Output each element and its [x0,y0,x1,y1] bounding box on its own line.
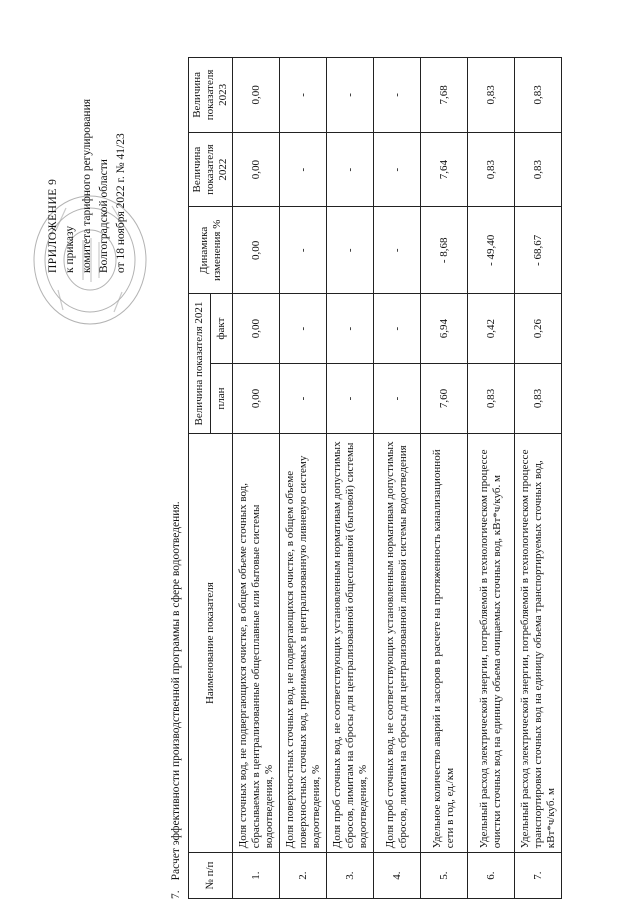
row-dynamics: - [280,207,327,294]
row-dynamics: 0,00 [233,207,280,294]
row-dynamics: - [327,207,374,294]
row-fact: - [327,294,374,364]
header-num: № п/п [189,853,233,899]
row-num: 3. [327,853,374,899]
row-fact: 6,94 [421,294,468,364]
row-2022: 0,83 [468,132,515,207]
table-header-row [189,58,211,899]
appendix-title: ПРИЛОЖЕНИЕ 9 [47,178,59,273]
row-name: Доля проб сточных вод, не соответствующих установленным нормативам допустимых сбросов, лимитам на сбросы для централизованной ливневой системы водоотведения [374,433,421,852]
row-2022: - [280,132,327,207]
row-dynamics: - 49,40 [468,207,515,294]
row-2022: - [327,132,374,207]
table-row [515,58,562,899]
order-date-line: от 18 ноября 2022 г. № 41/23 [115,133,127,273]
row-2023: 7,68 [421,58,468,133]
row-2023: - [374,58,421,133]
row-2023: 0,83 [515,58,562,133]
header-plan: план [211,364,233,434]
row-2023: - [327,58,374,133]
committee-line: комитета тарифного регулирования [81,98,93,273]
table-row [468,58,515,899]
appendix-header [45,13,130,273]
region-line: Волгоградской области [98,159,110,273]
header-value-2021: Величина показателя 2021 [189,294,211,434]
row-name: Удельный расход электрической энергии, потребляемой в технологическом процессе очистки сточных вод на единицу объема очищаемых сточных вод, кВт*ч/куб. м [468,433,515,852]
row-name: Доля поверхностных сточных вод, не подвергающихся очистке, в общем объеме поверхностных сточных вод, принимаемых в централизованную ливневую систему водоотведения, % [280,433,327,852]
order-ref-line: к приказу [64,225,76,273]
row-2022: 7,64 [421,132,468,207]
row-plan: - [374,364,421,434]
header-fact: факт [211,294,233,364]
table-row [374,58,421,899]
section-number: 7. [170,890,182,899]
row-num: 5. [421,853,468,899]
header-value-2023: Величина показателя 2023 [189,58,233,133]
row-plan: 0,83 [468,364,515,434]
section-title: Расчет эффективности производственной программы в сфере водоотведения. [170,501,182,881]
row-num: 4. [374,853,421,899]
row-fact: 0,42 [468,294,515,364]
row-name: Доля сточных вод, не подвергающихся очистке, в общем объеме сточных вод, сбрасываемых в централизованные общесплавные или бытовые системы водоотведения, % [233,433,280,852]
row-num: 7. [515,853,562,899]
row-name: Удельное количество аварий и засоров в расчете на протяженность канализационной сети в год, ед./км [421,433,468,852]
table-row [327,58,374,899]
row-dynamics: - [374,207,421,294]
row-plan: - [327,364,374,434]
row-num: 2. [280,853,327,899]
row-plan: - [280,364,327,434]
row-dynamics: - 8,68 [421,207,468,294]
row-plan: 7,60 [421,364,468,434]
row-plan: 0,83 [515,364,562,434]
efficiency-table [188,57,562,899]
table-row [421,58,468,899]
row-2023: 0,83 [468,58,515,133]
row-2022: - [374,132,421,207]
row-2022: 0,83 [515,132,562,207]
row-2023: 0,00 [233,58,280,133]
row-fact: - [374,294,421,364]
row-2022: 0,00 [233,132,280,207]
header-dynamics: Динамика изменения % [189,207,233,294]
section-heading [170,501,182,899]
row-fact: - [280,294,327,364]
row-fact: 0,00 [233,294,280,364]
row-plan: 0,00 [233,364,280,434]
row-2023: - [280,58,327,133]
row-fact: 0,26 [515,294,562,364]
row-num: 1. [233,853,280,899]
row-num: 6. [468,853,515,899]
row-name: Доля проб сточных вод, не соответствующих установленным нормативам допустимых сбросов, лимитам на сбросы для централизованной общесплавной (бытовой) системы водоотведения, % [327,433,374,852]
header-name: Наименование показателя [189,433,233,852]
table-row [233,58,280,899]
row-name: Удельный расход электрической энергии, потребляемой в технологическом процессе транспортировки сточных вод на единицу объема транспортируемых сточных вод, кВт*ч/куб. м [515,433,562,852]
row-dynamics: - 68,67 [515,207,562,294]
table-row [280,58,327,899]
header-value-2022: Величина показателя 2022 [189,132,233,207]
